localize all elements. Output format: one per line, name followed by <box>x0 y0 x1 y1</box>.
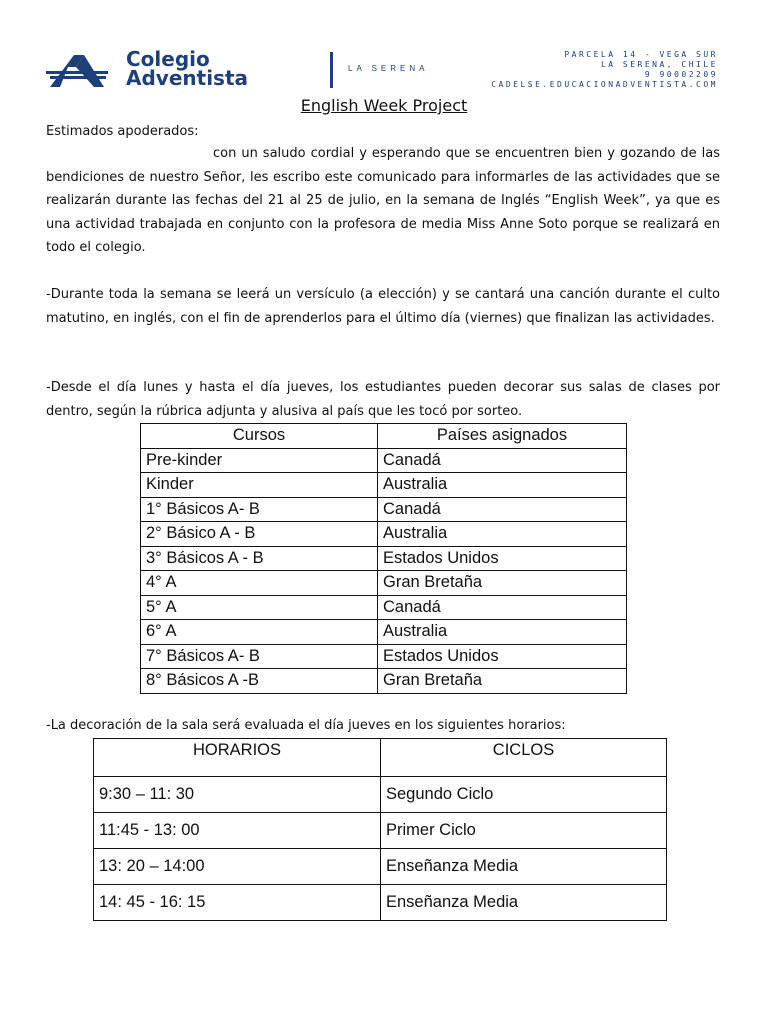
phone-line: 9 90002209 <box>644 70 718 79</box>
column-header: Cursos <box>141 424 378 449</box>
cycle-cell: Primer Ciclo <box>381 813 667 849</box>
course-cell: Kinder <box>141 473 378 498</box>
time-cell: 13: 20 – 14:00 <box>94 849 381 885</box>
country-cell: Australia <box>378 522 627 547</box>
document-title: English Week Project <box>300 96 468 115</box>
table-row <box>141 448 627 473</box>
paragraph-intro-text: con un saludo cordial y esperando que se encuentren bien y gozando de las bendiciones de nuestro Señor, les escribo este comunicado para informarles de las actividades que se realizarán durante las fechas del 21 al 25 de julio, en la semana de Inglés “English Week”, ya que es una actividad trabajada en conjunto con la profesora de media Miss Anne Soto porque se realizará en todo el colegio. <box>46 146 720 255</box>
paragraph-intro <box>46 142 720 260</box>
school-address <box>491 50 718 90</box>
country-cell: Australia <box>378 620 627 645</box>
school-name <box>126 47 249 90</box>
table-row <box>141 595 627 620</box>
address-line: PARCELA 14 - VEGA SUR <box>564 50 718 59</box>
table-row <box>141 644 627 669</box>
paragraph-verse: -Durante toda la semana se leerá un versículo (a elección) y se cantará una canción durante el culto matutino, en inglés, con el fin de aprenderlos para el último día (viernes) que finalizan las actividades. <box>46 287 720 326</box>
greeting: Estimados apoderados: <box>46 124 199 139</box>
column-header: CICLOS <box>381 739 667 777</box>
paragraph-evaluation: -La decoración de la sala será evaluada el día jueves en los siguientes horarios: <box>46 718 566 733</box>
time-cell: 11:45 - 13: 00 <box>94 813 381 849</box>
table-row <box>94 849 667 885</box>
country-cell: Estados Unidos <box>378 644 627 669</box>
address-line: LA SERENA, CHILE <box>600 60 718 69</box>
table-row <box>141 546 627 571</box>
column-header: Países asignados <box>378 424 627 449</box>
paragraph-decoration: -Desde el día lunes y hasta el día jueves, los estudiantes pueden decorar sus salas de clases por dentro, según la rúbrica adjunta y alusiva al país que les tocó por sorteo. <box>46 380 720 419</box>
table-row <box>94 813 667 849</box>
table-row <box>141 669 627 694</box>
table-row <box>94 885 667 921</box>
course-cell: 3° Básicos A - B <box>141 546 378 571</box>
table-row <box>141 473 627 498</box>
website-line: CADELSE.EDUCACIONADVENTISTA.COM <box>491 80 718 89</box>
country-cell: Canadá <box>378 497 627 522</box>
school-location: LA SERENA <box>348 64 429 73</box>
school-logo-icon <box>46 55 108 87</box>
course-cell: 7° Básicos A- B <box>141 644 378 669</box>
letterhead <box>0 0 768 100</box>
country-cell: Canadá <box>378 448 627 473</box>
course-cell: 2° Básico A - B <box>141 522 378 547</box>
country-cell: Gran Bretaña <box>378 669 627 694</box>
time-cell: 9:30 – 11: 30 <box>94 777 381 813</box>
table-row <box>141 620 627 645</box>
country-cell: Gran Bretaña <box>378 571 627 596</box>
course-cell: 5° A <box>141 595 378 620</box>
course-cell: 8° Básicos A -B <box>141 669 378 694</box>
logo-divider <box>330 52 333 88</box>
cycle-cell: Segundo Ciclo <box>381 777 667 813</box>
course-cell: 1° Básicos A- B <box>141 497 378 522</box>
countries-table <box>140 423 627 694</box>
table-header-row <box>94 739 667 777</box>
table-row <box>141 522 627 547</box>
course-cell: 4° A <box>141 571 378 596</box>
column-header: HORARIOS <box>94 739 381 777</box>
school-name-line2: Adventista <box>126 66 249 90</box>
course-cell: Pre-kinder <box>141 448 378 473</box>
school-name-line1: Colegio <box>126 47 210 71</box>
country-cell: Canadá <box>378 595 627 620</box>
table-row <box>141 571 627 596</box>
cycle-cell: Enseñanza Media <box>381 885 667 921</box>
schedule-table <box>93 738 667 921</box>
table-row <box>141 497 627 522</box>
country-cell: Australia <box>378 473 627 498</box>
country-cell: Estados Unidos <box>378 546 627 571</box>
cycle-cell: Enseñanza Media <box>381 849 667 885</box>
table-header-row <box>141 424 627 449</box>
table-row <box>94 777 667 813</box>
course-cell: 6° A <box>141 620 378 645</box>
time-cell: 14: 45 - 16: 15 <box>94 885 381 921</box>
